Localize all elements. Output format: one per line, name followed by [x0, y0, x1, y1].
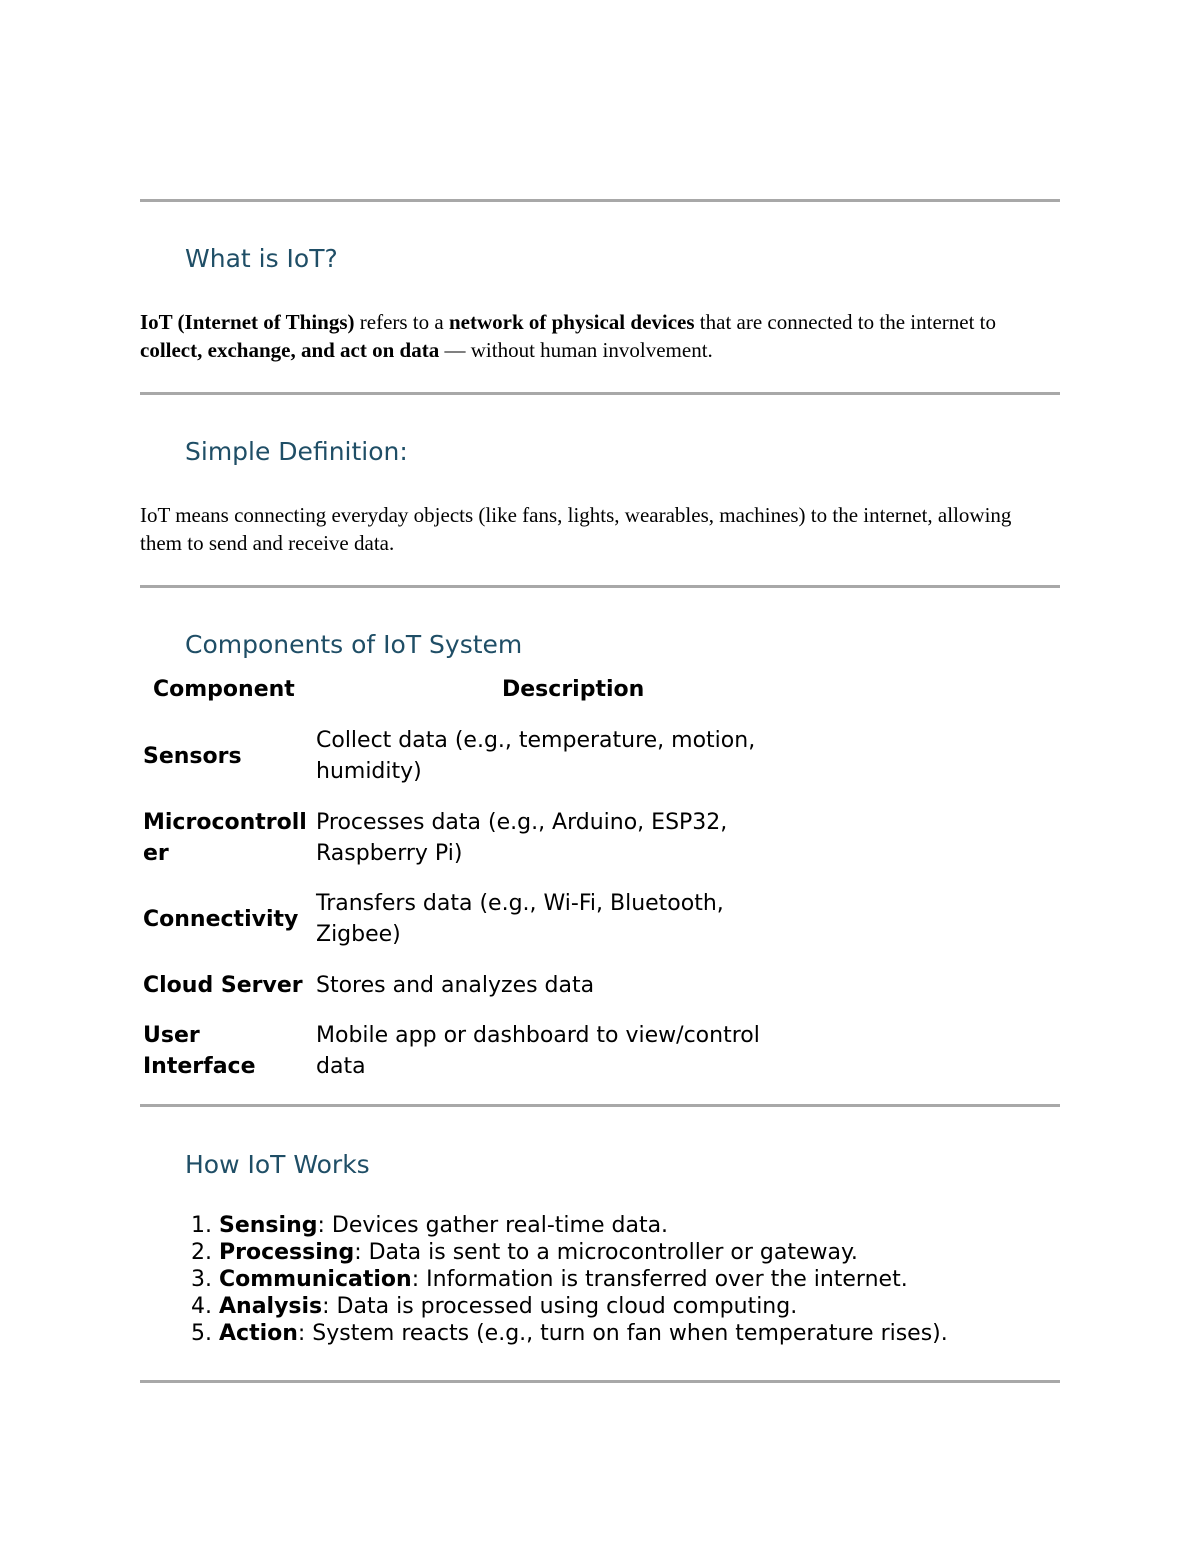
divider-1	[140, 199, 1060, 202]
step-text: : Information is transferred over the internet.	[411, 1267, 908, 1292]
text-segment: — without human involvement.	[439, 338, 713, 362]
heading-components: Components of IoT System	[185, 630, 523, 659]
step-text: : Data is processed using cloud computing.	[322, 1294, 798, 1319]
heading-simple-definition: Simple Definition:	[185, 437, 408, 466]
heading-what-is-iot: What is IoT?	[185, 244, 338, 273]
heading-how-iot-works: How IoT Works	[185, 1150, 370, 1179]
table-cell-description: Mobile app or dashboard to view/control data	[316, 1023, 760, 1079]
table-cell-description: Processes data (e.g., Arduino, ESP32, Raspberry Pi)	[316, 810, 728, 866]
paragraph-what-is-iot	[140, 308, 1045, 364]
text-segment: that are connected to the internet to	[694, 310, 997, 334]
bold-collect-term: collect, exchange, and act on data	[140, 338, 440, 362]
table-cell-component: Microcontroller	[143, 810, 307, 866]
table-row	[143, 887, 823, 951]
table-row	[143, 1019, 823, 1083]
table-cell-component: Sensors	[143, 743, 242, 769]
divider-3	[140, 585, 1060, 588]
step-term: Processing	[219, 1240, 355, 1265]
list-item	[140, 1266, 948, 1293]
step-text: : Devices gather real-time data.	[317, 1213, 669, 1238]
step-text: : Data is sent to a microcontroller or gateway.	[354, 1240, 858, 1265]
bold-network-term: network of physical devices	[448, 310, 695, 334]
divider-5	[140, 1380, 1060, 1383]
steps-list	[140, 1212, 948, 1347]
table-cell-description: Stores and analyzes data	[316, 972, 595, 998]
divider-2	[140, 392, 1060, 395]
step-term: Action	[219, 1321, 298, 1346]
table-cell-component: Cloud Server	[143, 972, 303, 998]
divider-4	[140, 1104, 1060, 1107]
step-term: Sensing	[219, 1213, 318, 1238]
table-cell-description: Collect data (e.g., temperature, motion, humidity)	[316, 728, 756, 784]
list-number: 3.	[191, 1267, 212, 1292]
list-number: 5.	[191, 1321, 212, 1346]
list-item	[140, 1239, 948, 1266]
step-text: : System reacts (e.g., turn on fan when temperature rises).	[297, 1321, 948, 1346]
step-term: Analysis	[219, 1294, 323, 1319]
step-term: Communication	[219, 1267, 412, 1292]
table-cell-component: User Interface	[143, 1023, 256, 1079]
table-header-component: Component	[153, 677, 295, 702]
text-segment: refers to a	[354, 310, 449, 334]
table-cell-description: Transfers data (e.g., Wi-Fi, Bluetooth, Zigbee)	[316, 891, 724, 947]
table-row	[143, 968, 823, 1002]
bold-iot-term: IoT (Internet of Things)	[140, 310, 355, 334]
table-row	[143, 806, 823, 870]
list-item	[140, 1293, 948, 1320]
list-number: 1.	[191, 1213, 212, 1238]
paragraph-simple-definition: IoT means connecting everyday objects (like fans, lights, wearables, machines) to the internet, allowing them to send and receive data.	[140, 503, 1012, 555]
list-number: 4.	[191, 1294, 212, 1319]
list-item	[140, 1212, 948, 1239]
table-header-description: Description	[502, 677, 645, 702]
table-cell-component: Connectivity	[143, 906, 299, 932]
list-number: 2.	[191, 1240, 212, 1265]
table-row	[143, 724, 823, 788]
list-item	[140, 1320, 948, 1347]
